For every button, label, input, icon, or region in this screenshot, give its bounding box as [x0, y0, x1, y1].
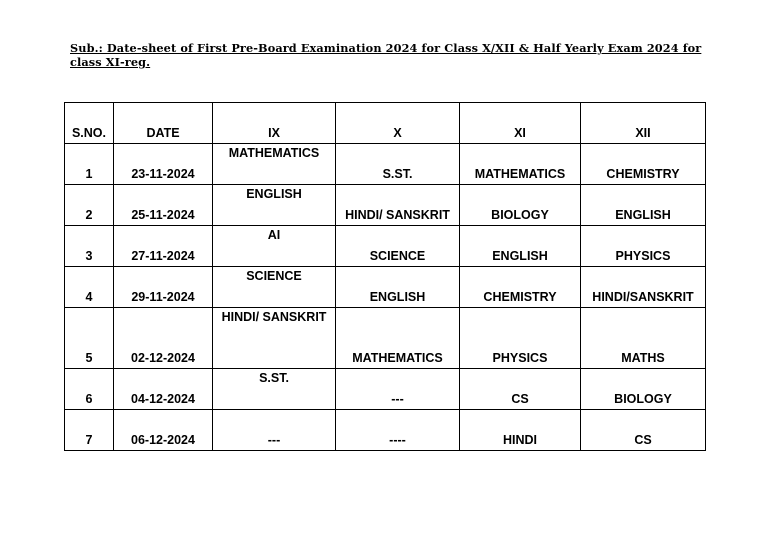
header-date: DATE — [114, 103, 213, 144]
date-cell: 02-12-2024 — [114, 308, 213, 369]
ix-cell: MATHEMATICS — [213, 144, 336, 185]
sno-cell: 6 — [65, 369, 114, 410]
sno-cell: 2 — [65, 185, 114, 226]
sno-cell: 3 — [65, 226, 114, 267]
x-cell: S.ST. — [336, 144, 460, 185]
xii-cell: HINDI/SANSKRIT — [581, 267, 706, 308]
x-cell: MATHEMATICS — [336, 308, 460, 369]
page-title: Sub.: Date-sheet of First Pre-Board Examination 2024 for Class X/XII & Half Yearly Exam 2024 for class XI-reg. — [70, 41, 702, 69]
date-cell: 25-11-2024 — [114, 185, 213, 226]
xii-cell: BIOLOGY — [581, 369, 706, 410]
sno-cell: 4 — [65, 267, 114, 308]
xi-cell: ENGLISH — [460, 226, 581, 267]
x-cell: --- — [336, 369, 460, 410]
xi-cell: HINDI — [460, 410, 581, 451]
table-row — [65, 410, 706, 451]
date-sheet-table — [64, 102, 706, 451]
sno-cell: 1 — [65, 144, 114, 185]
table-row — [65, 226, 706, 267]
ix-cell: SCIENCE — [213, 267, 336, 308]
xi-cell: MATHEMATICS — [460, 144, 581, 185]
xi-cell: BIOLOGY — [460, 185, 581, 226]
table-row — [65, 308, 706, 369]
xii-cell: ENGLISH — [581, 185, 706, 226]
ix-cell: S.ST. — [213, 369, 336, 410]
table-row — [65, 267, 706, 308]
sno-cell: 5 — [65, 308, 114, 369]
ix-cell: --- — [213, 410, 336, 451]
header-ix: IX — [213, 103, 336, 144]
xii-cell: PHYSICS — [581, 226, 706, 267]
date-cell: 27-11-2024 — [114, 226, 213, 267]
table-row — [65, 185, 706, 226]
date-cell: 29-11-2024 — [114, 267, 213, 308]
table-row — [65, 369, 706, 410]
sno-cell: 7 — [65, 410, 114, 451]
header-xi: XI — [460, 103, 581, 144]
x-cell: HINDI/ SANSKRIT — [336, 185, 460, 226]
xii-cell: CHEMISTRY — [581, 144, 706, 185]
ix-cell: ENGLISH — [213, 185, 336, 226]
ix-cell: AI — [213, 226, 336, 267]
header-xii: XII — [581, 103, 706, 144]
date-cell: 04-12-2024 — [114, 369, 213, 410]
xii-cell: CS — [581, 410, 706, 451]
x-cell: ENGLISH — [336, 267, 460, 308]
ix-cell: HINDI/ SANSKRIT — [213, 308, 336, 369]
x-cell: SCIENCE — [336, 226, 460, 267]
xii-cell: MATHS — [581, 308, 706, 369]
xi-cell: CHEMISTRY — [460, 267, 581, 308]
xi-cell: CS — [460, 369, 581, 410]
date-cell: 23-11-2024 — [114, 144, 213, 185]
x-cell: ---- — [336, 410, 460, 451]
xi-cell: PHYSICS — [460, 308, 581, 369]
date-cell: 06-12-2024 — [114, 410, 213, 451]
header-sno: S.NO. — [65, 103, 114, 144]
header-x: X — [336, 103, 460, 144]
header-row — [65, 103, 706, 144]
table-row — [65, 144, 706, 185]
